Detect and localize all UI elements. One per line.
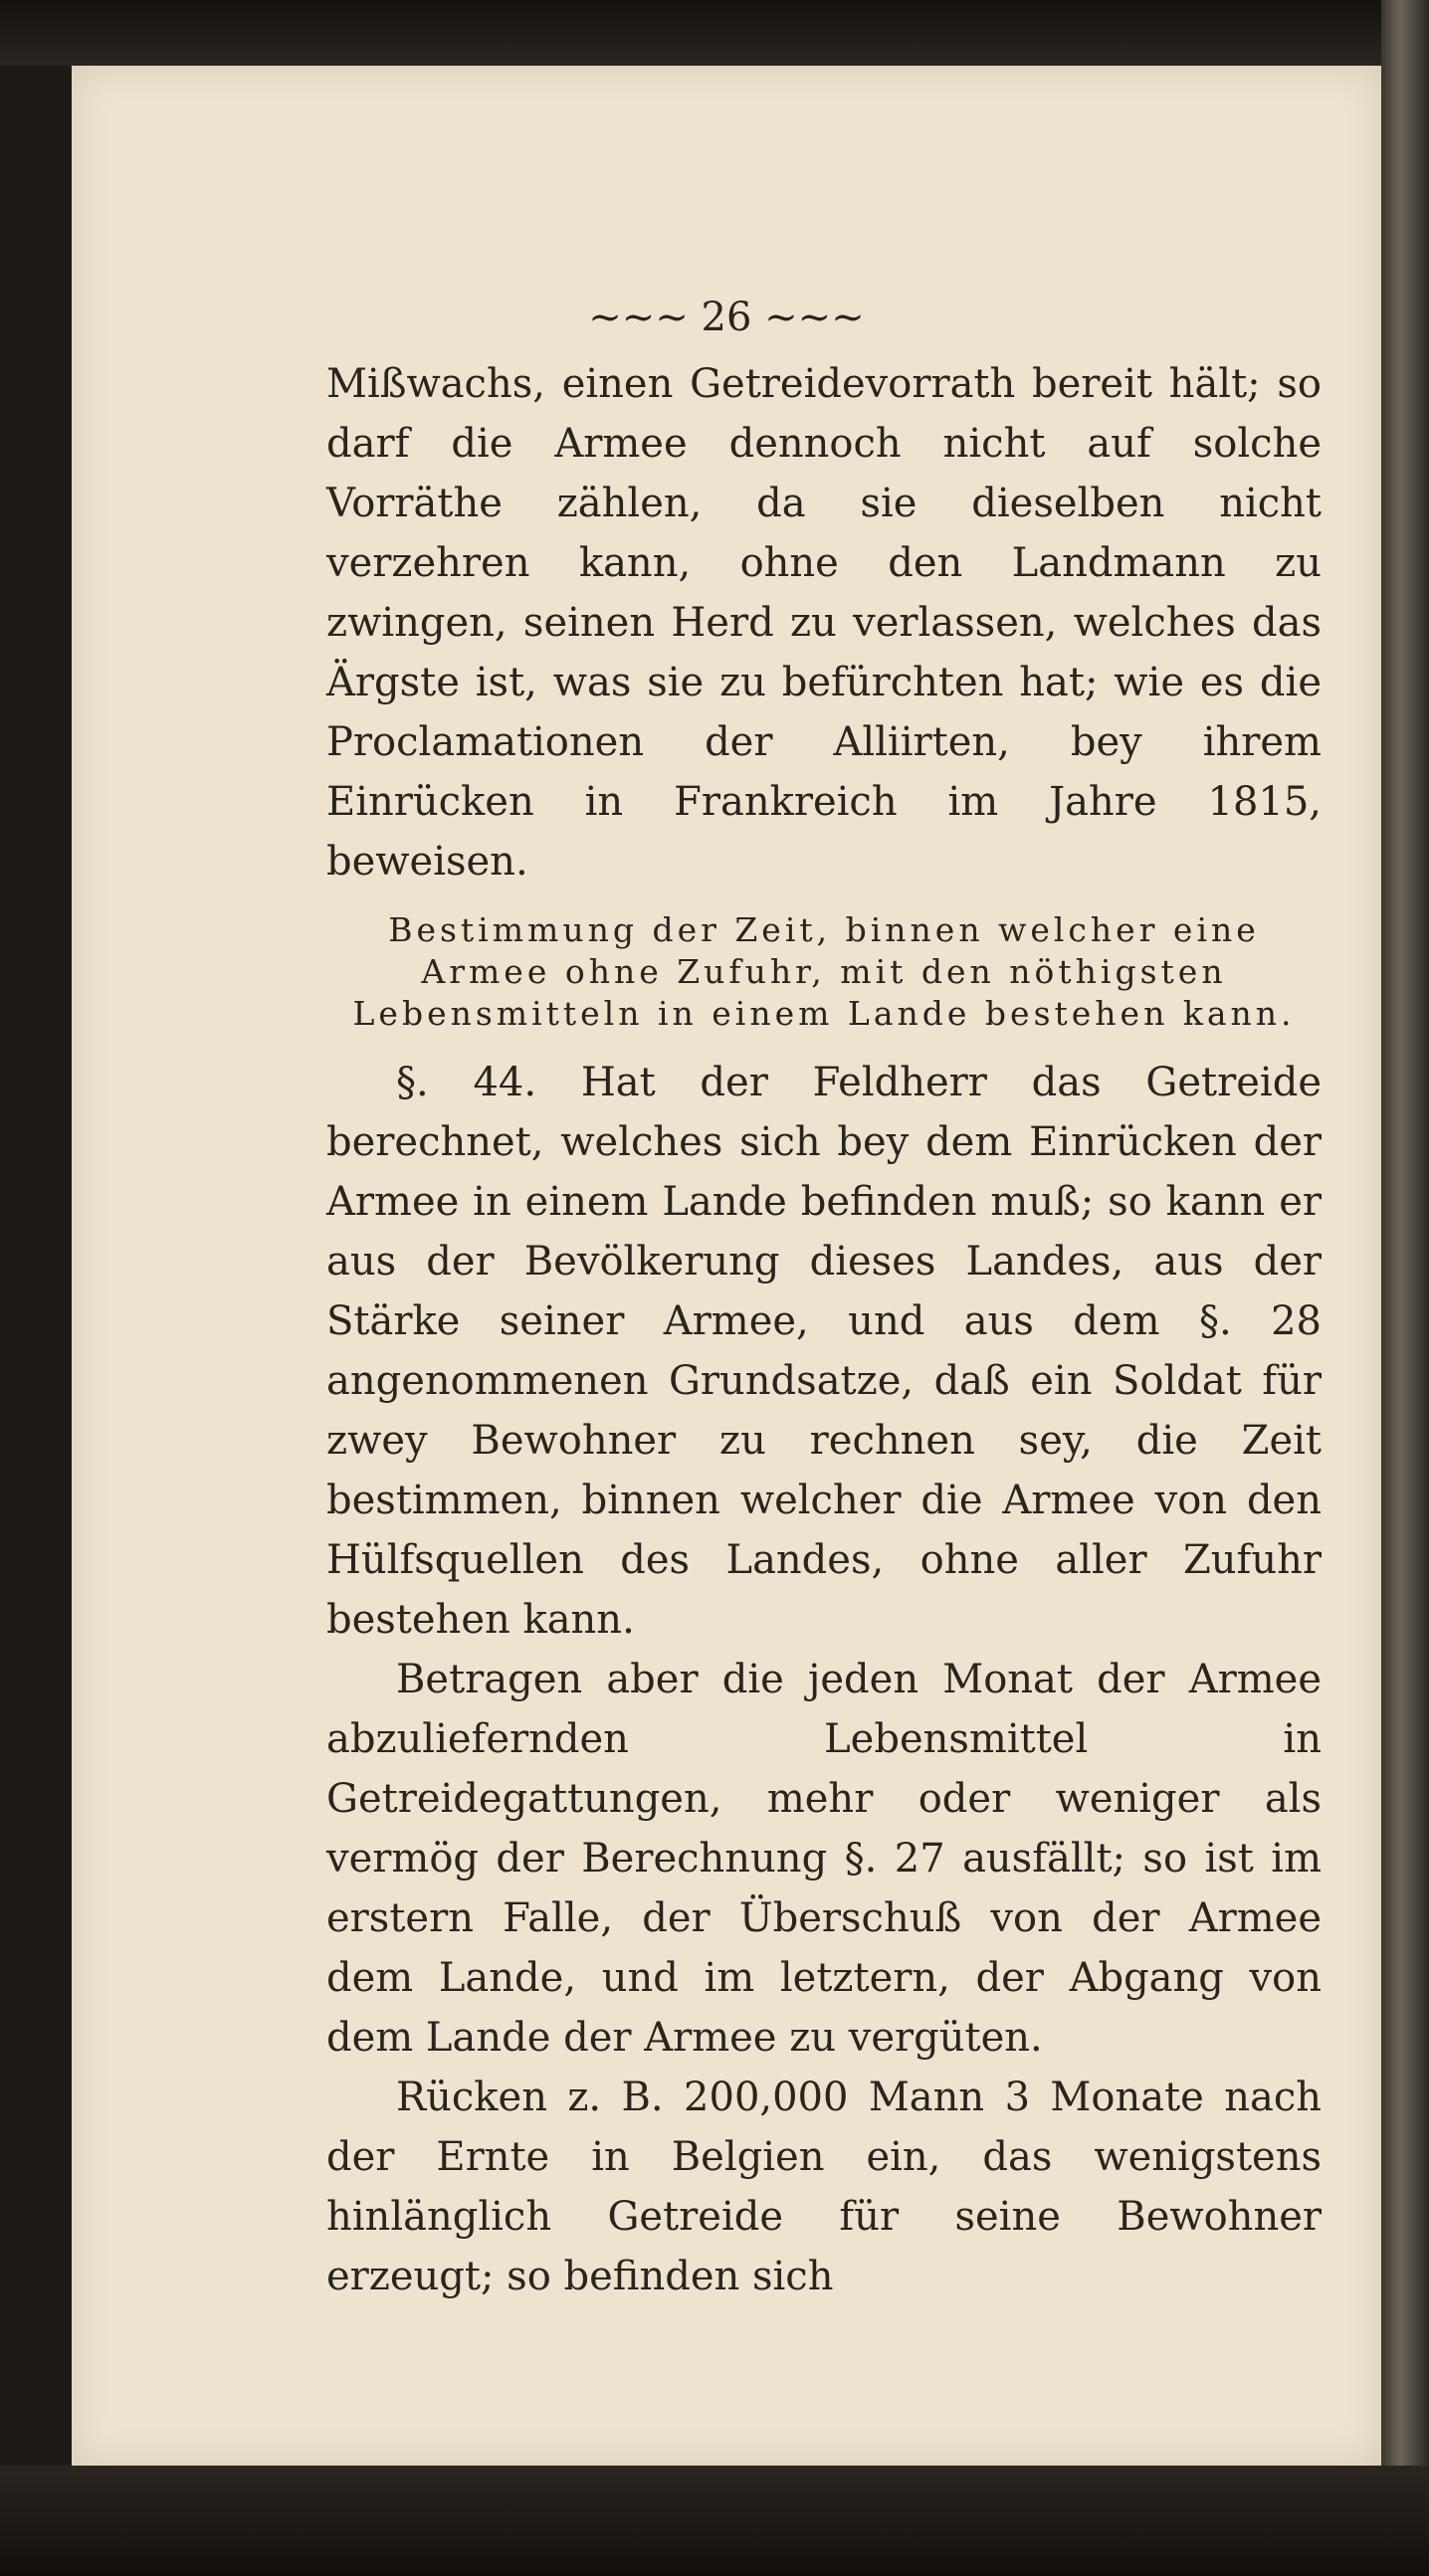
page-number: ~~~ 26 ~~~ xyxy=(588,295,865,340)
page-text xyxy=(326,354,1322,2306)
scan-border-right xyxy=(1381,0,1429,2576)
scan-border-bottom xyxy=(0,2466,1429,2576)
paragraph-provisions: Betragen aber die jeden Monat der Armee abzuliefernden Lebensmittel in Getreidegattungen, mehr oder weniger als vermög der Berechnung §. 27 ausfällt; so ist im erstern Falle, der Überschuß von der Armee dem Lande, und im letztern, der Abgang von dem Lande der Armee zu vergüten. xyxy=(326,1657,1322,2061)
book-page xyxy=(72,66,1381,2466)
paragraph-section-44: §. 44. Hat der Feldherr das Getreide berechnet, welches sich bey dem Einrücken der Armee in einem Lande befinden muß; so kann er aus der Bevölkerung dieses Landes, aus der Stärke seiner Armee, und aus dem §. 28 angenommenen Grundsatze, daß ein Soldat für zwey Bewohner zu rechnen sey, die Zeit bestimmen, binnen welcher die Armee von den Hülfsquellen des Landes, ohne aller Zufuhr bestehen kann. xyxy=(326,1060,1322,1643)
paragraph-example: Rücken z. B. 200,000 Mann 3 Monate nach der Ernte in Belgien ein, das wenigstens hinlänglich Getreide für seine Bewohner erzeugt; so befinden sich xyxy=(326,2075,1322,2299)
scan-border-top xyxy=(0,0,1429,66)
section-heading: Bestimmung der Zeit, binnen welcher eine Armee ohne Zufuhr, mit den nöthigsten Lebensmitteln in einem Lande bestehen kann. xyxy=(352,910,1296,1033)
paragraph-continuation: Mißwachs, einen Getreidevorrath bereit hält; so darf die Armee dennoch nicht auf solche Vorräthe zählen, da sie dieselben nicht verzehren kann, ohne den Landmann zu zwingen, seinen Herd zu verlassen, welches das Ärgste ist, was sie zu befürchten hat; wie es die Proclamationen der Alliirten, bey ihrem Einrücken in Frankreich im Jahre 1815, beweisen. xyxy=(326,361,1322,885)
